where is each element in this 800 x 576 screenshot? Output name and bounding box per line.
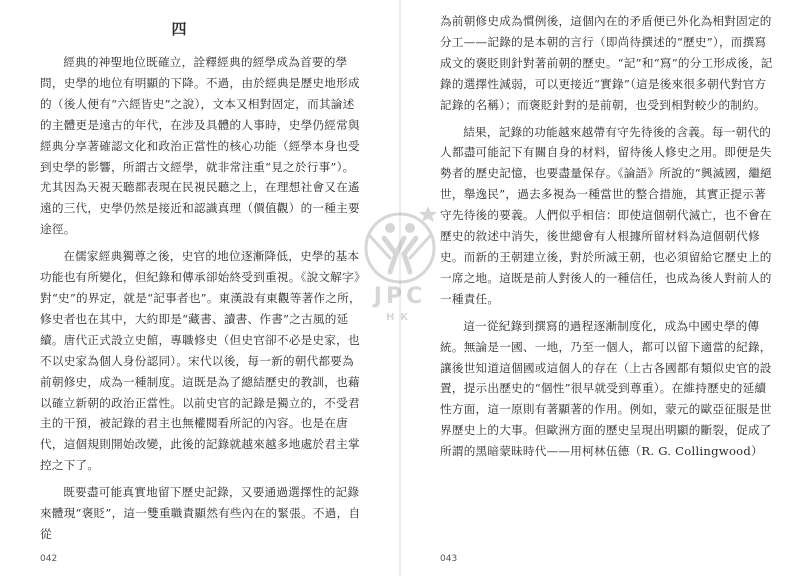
paragraph: 在儒家經典獨尊之後，史官的地位逐漸降低，史學的基本功能也有所變化，但紀錄和傳承卻始終受到重視。《說文解字》對“史”的界定，就是“記事者也”。東漢設有東觀等著作之所，修史者也在其中，大約即是“藏書、讀書、作書”之古風的延續。唐代正式設立史館，專職修史（但史官卻不必是史家，也不以史家為個人身份認同）。宋代以後，每一新的朝代都要為前朝修史，成為一種制度。這既是為了總結歷史的教訓，也藉以確立新朝的政治正當性。以前史官的記錄是獨立的，不受君主的干預，被記錄的君主也無權閱看所記的內容。也是在唐代，這個規則開始改變，此後的記錄就越來越多地處於君主掌控之下了。 [40, 249, 361, 473]
paragraph: 這一從紀錄到撰寫的過程逐漸制度化，成為中國史學的傳統。無論是一國、一地，乃至一個人，都可以留下適當的紀錄，讓後世知道這個國或這個人的存在（上古各國都有類似史官的設置，提示出歷史的“個性”很早就受到尊重）。在維持歷史的延續性方面，這一原則有著顯著的作用。例如，蒙元的歐亞征服是世界歷史上的大事。但歐洲方面的歷史呈現出明顯的斷裂，促成了所謂的黑暗蒙昧時代——用柯林伍德（R. G. Collingwood） [440, 318, 772, 459]
page-number: 042 [40, 554, 58, 564]
paragraph: 為前朝修史成為慣例後，這個內在的矛盾便已外化為相對固定的分工——記錄的是本朝的言行（即尚待撰述的“歷史”），而撰寫成文的褒貶則針對著前朝的歷史。“記”和“寫”的分工形成後，記錄的選擇性減弱，可以更接近“實錄”（這是後來很多朝代對官方記錄的名稱）；而褒貶針對的是前朝，也受到相對較少的制約。 [440, 14, 773, 112]
right-page-body [440, 11, 774, 462]
watermark-subtext: HK [385, 312, 415, 323]
right-page [400, 0, 800, 576]
watermark-text: JPC [373, 284, 427, 309]
paragraph: 結果，記錄的功能越來越帶有守先待後的含義。每一朝代的人都盡可能記下有關自身的材料，留待後人修史之用。即便是失勢者的歷史記憶，也要盡量保存。《論語》所說的“興滅國，繼絕世，舉逸民”，過去多視為一種當世的整合措施，其實正提示著守先待後的要義。人們似乎相信：即使這個朝代滅亡，也不會在歷史的敘述中消失，後世總會有人根據所留材料為這個朝代修史。而新的王朝建立後，對於所滅王朝，也必須留給它歷史上的一席之地。這既是前人對後人的一種信任，也成為後人對前人的一種責任。 [440, 124, 773, 306]
page-number: 043 [440, 554, 458, 564]
left-page-body [40, 52, 362, 545]
paragraph: 經典的神聖地位既確立，詮釋經典的經學成為首要的學問，史學的地位有明顯的下降。不過，由於經典是歷史地形成的（後人便有“六經皆史”之說），文本又相對固定，而其論述的主體更是遠古的年代，在涉及具體的人事時，史學仍經常與經典分享著確認文化和政治正當性的核心功能（經學本身也受到史學的影響，所謂古文經學，就非常注重“見之於行事”）。尤其因為天視天聽都表現在民視民聽之上，在理想社會又在遙遠的三代，史學仍然是接近和認識真理（價值觀）的一種主要途徑。 [40, 55, 360, 237]
paragraph: 既要盡可能真實地留下歷史記錄，又要通過選擇性的記錄來體現“褒貶”，這一雙重職責顯然有些內在的緊張。不過，自從 [40, 485, 361, 541]
section-title: 四 [171, 20, 189, 38]
